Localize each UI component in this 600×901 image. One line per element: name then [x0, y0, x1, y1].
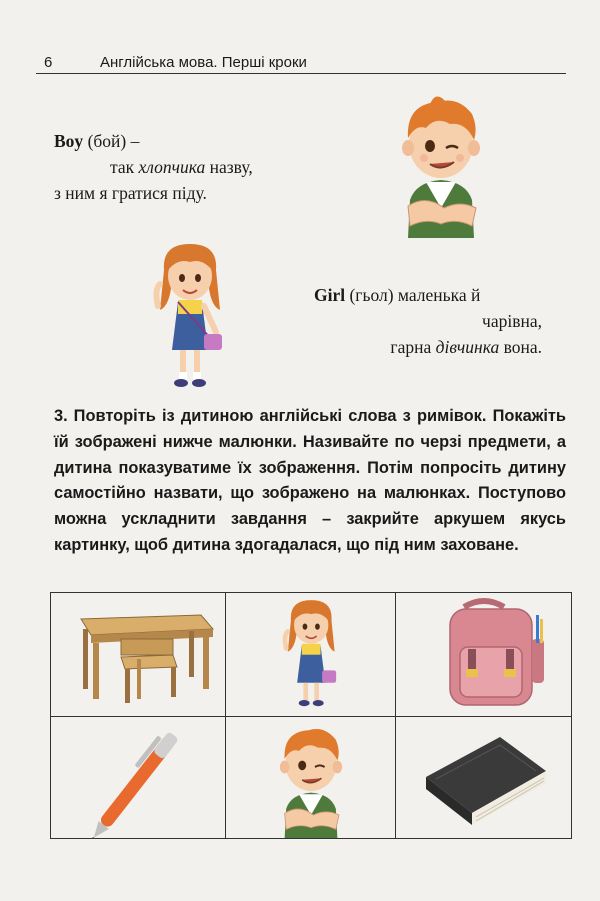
girl-rhyme-line-3	[314, 334, 542, 360]
word-boy: Boy	[54, 131, 84, 151]
task-3-instructions	[54, 404, 566, 559]
boy-picture	[226, 717, 396, 838]
boy-rhyme-line-1	[54, 128, 253, 154]
girl-rhyme-line-2: чарівна,	[482, 311, 542, 331]
task-number: 3.	[54, 407, 68, 425]
desk-and-chair-picture	[51, 593, 226, 717]
book-title: Англійська мова. Перші кроки	[100, 54, 307, 71]
grid-cell-pen	[51, 717, 226, 838]
pen-picture	[51, 717, 226, 838]
boy-rhyme-line-2	[54, 154, 253, 180]
page-number: 6	[44, 54, 53, 71]
boy-illustration	[386, 88, 496, 238]
grid-cell-backpack	[396, 593, 571, 717]
grid-cell-book	[396, 717, 571, 838]
backpack-picture	[396, 593, 571, 717]
task-text: Повторіть із дитиною англійські слова з римівок. Покажіть їй зображені нижче малюнки. Називайте по черзі предмети, а дитина показуватиме їх зображення. Потім попросіть дитину самостійно назвати, що зображено на малюнках. Поступово можна ускладнити завдання – закрийте аркушем якусь картинку, щоб дитина здогадалася, що під ним заховане.	[54, 407, 566, 554]
picture-grid	[50, 592, 572, 839]
girl-rhyme-line-1	[314, 282, 542, 308]
girl-line3-italic: дівчинка	[435, 337, 500, 357]
boy-transcription: (бой) –	[83, 131, 140, 151]
girl-illustration	[150, 240, 230, 390]
grid-cell-girl	[226, 593, 396, 717]
girl-line3-start: гарна	[390, 337, 436, 357]
girl-line1-rest: (гьол) маленька й	[345, 285, 481, 305]
book-picture	[396, 717, 571, 838]
boy-line2-start: так	[110, 157, 139, 177]
boy-line2-end: назву,	[205, 157, 253, 177]
boy-line2-italic: хлопчика	[138, 157, 206, 177]
word-girl: Girl	[314, 285, 346, 305]
grid-cell-desk	[51, 593, 226, 717]
grid-cell-boy	[226, 717, 396, 838]
boy-rhyme-line-3: з ним я гратися піду.	[54, 183, 207, 203]
girl-rhyme	[314, 282, 542, 360]
boy-rhyme	[54, 128, 253, 206]
page-header	[36, 48, 566, 74]
girl-line3-end: вона.	[499, 337, 542, 357]
girl-picture	[226, 593, 396, 717]
